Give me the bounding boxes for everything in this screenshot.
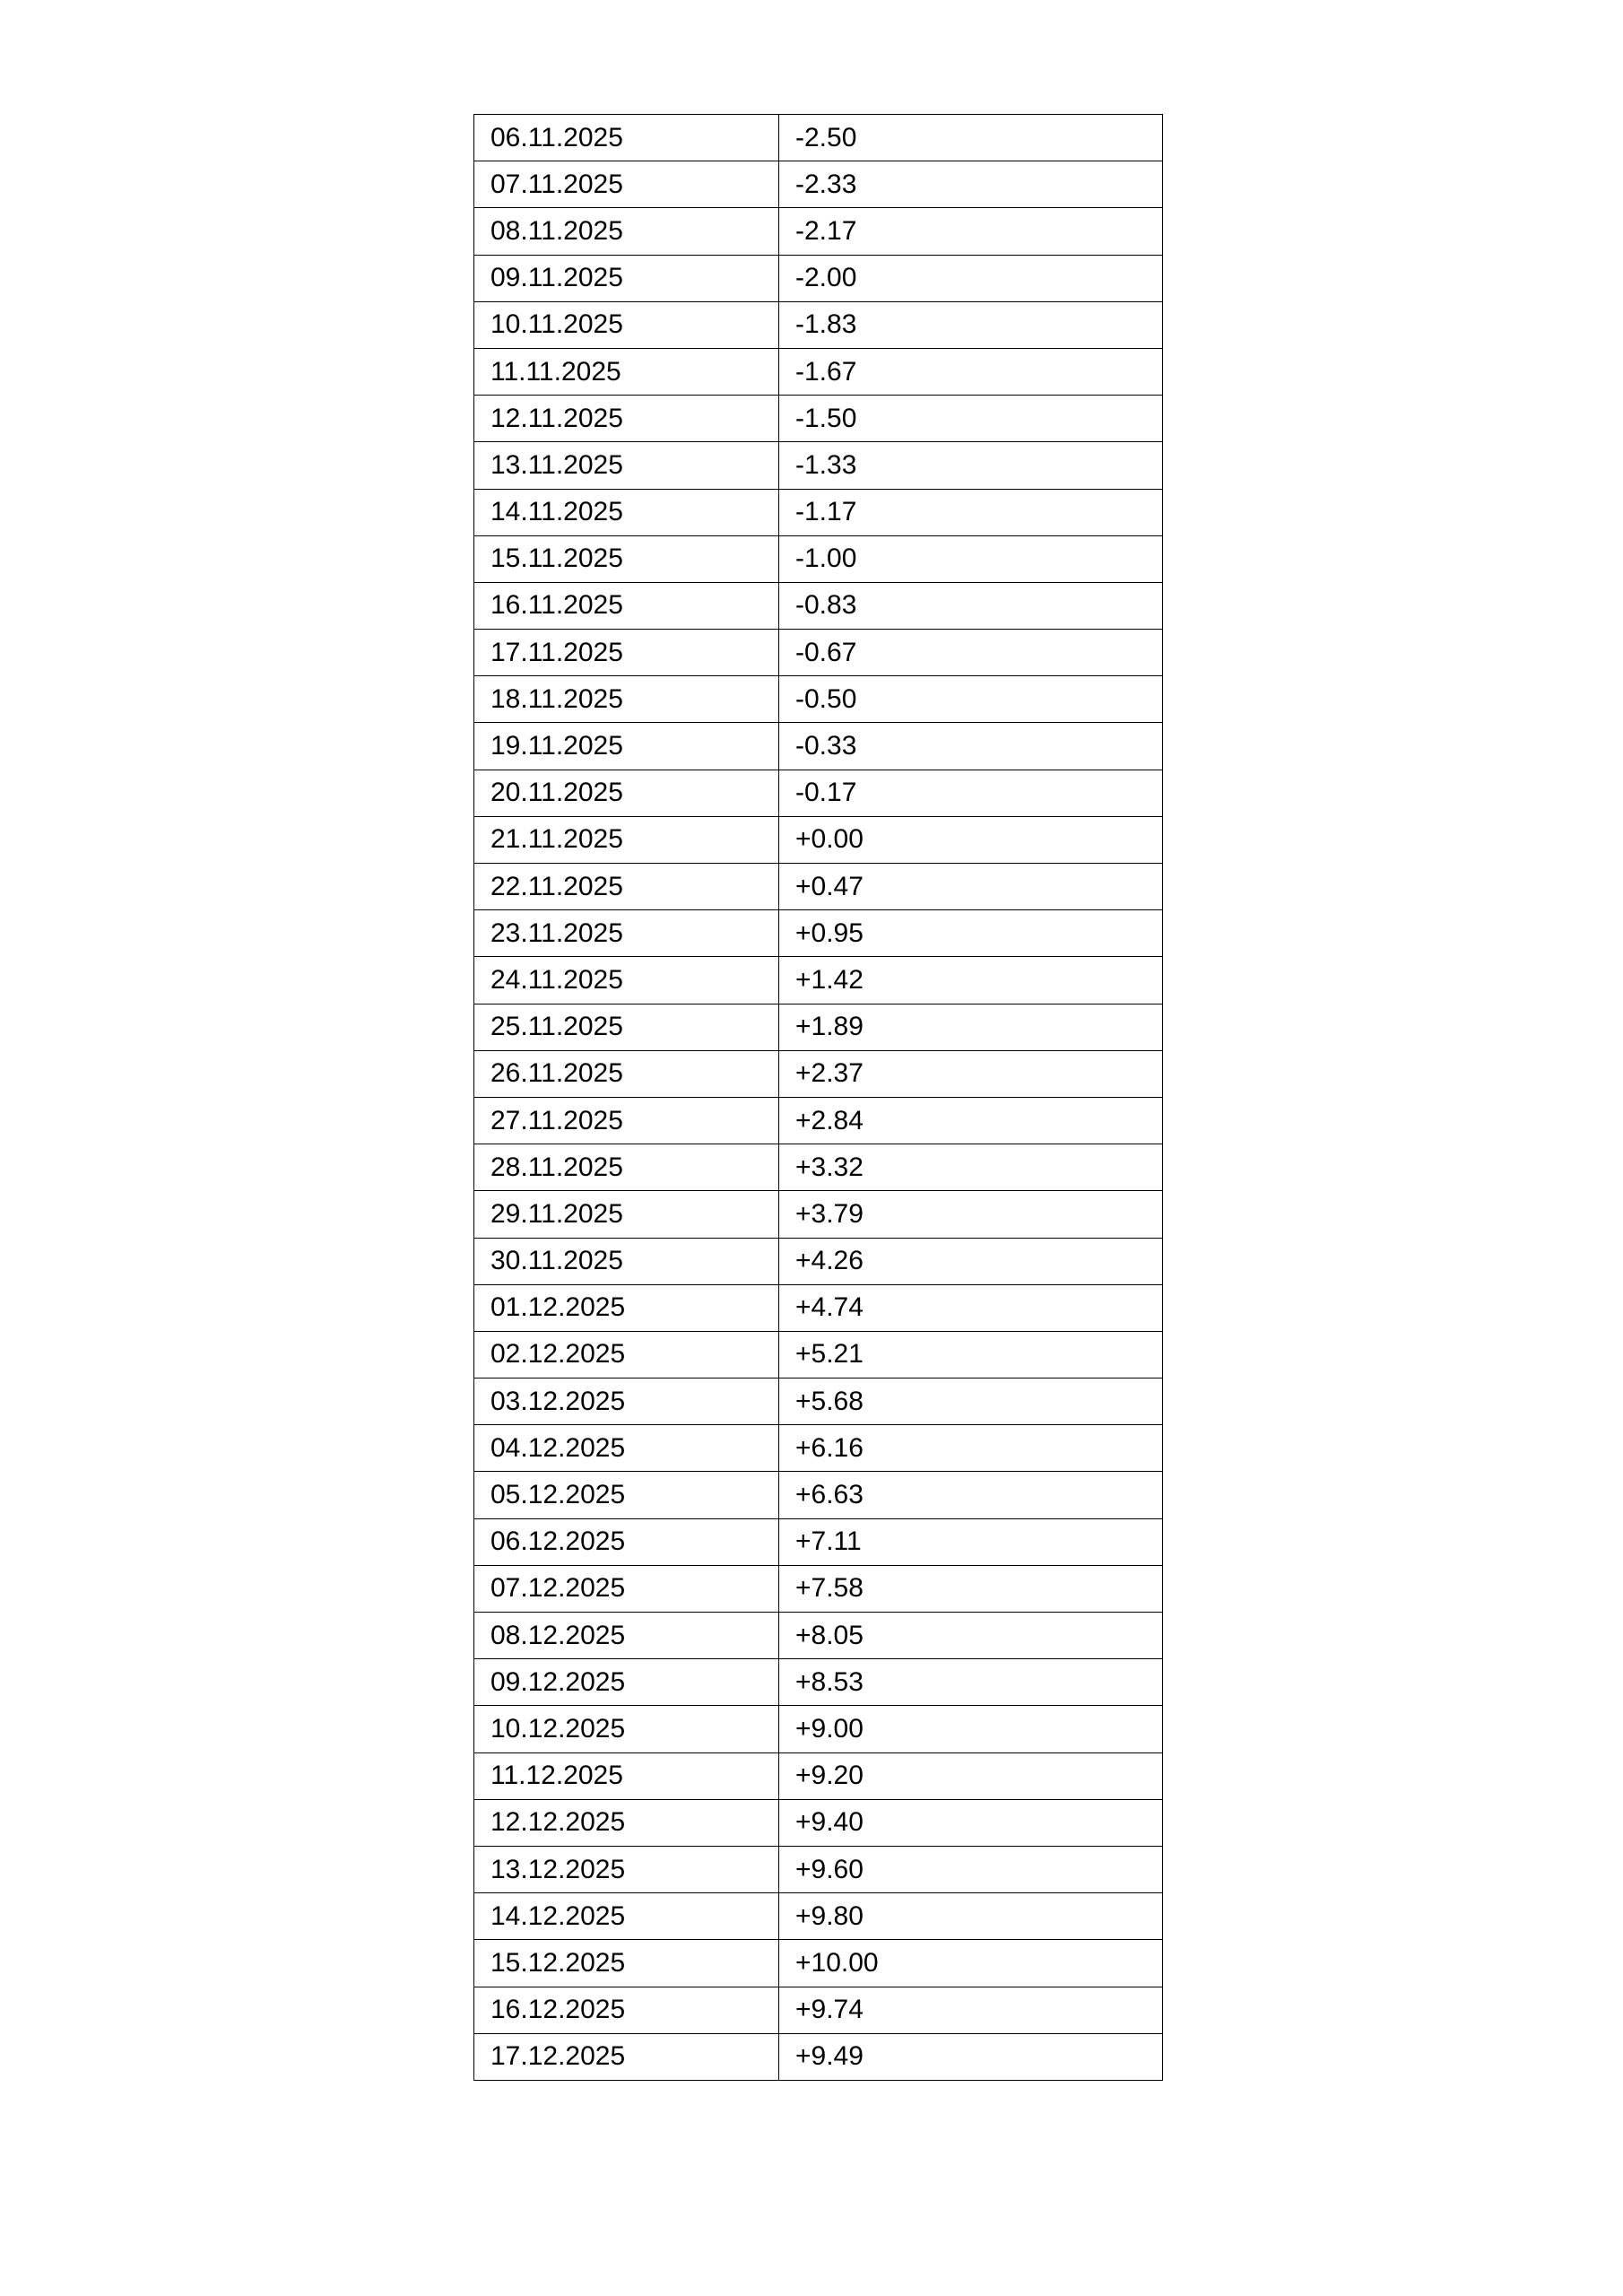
value-cell: -1.50 [779, 396, 1163, 442]
value-cell: +5.21 [779, 1331, 1163, 1378]
data-table [473, 114, 1163, 2081]
value-cell: +9.40 [779, 1799, 1163, 1846]
value-cell: +9.20 [779, 1752, 1163, 1799]
table-row [474, 770, 1163, 816]
value-cell: +5.68 [779, 1378, 1163, 1425]
value-cell: +9.60 [779, 1846, 1163, 1892]
date-cell: 14.12.2025 [474, 1893, 779, 1940]
date-cell: 07.11.2025 [474, 161, 779, 208]
table-row [474, 1331, 1163, 1378]
table-row [474, 1191, 1163, 1238]
table-row [474, 1050, 1163, 1097]
table-row [474, 301, 1163, 348]
date-cell: 01.12.2025 [474, 1284, 779, 1331]
value-cell: -1.83 [779, 301, 1163, 348]
date-cell: 24.11.2025 [474, 957, 779, 1004]
table-row [474, 910, 1163, 957]
table-row [474, 348, 1163, 395]
table-row [474, 676, 1163, 723]
table-row [474, 630, 1163, 676]
value-cell: +1.89 [779, 1004, 1163, 1050]
value-cell: +9.00 [779, 1706, 1163, 1752]
value-cell: +8.05 [779, 1613, 1163, 1659]
date-cell: 19.11.2025 [474, 723, 779, 770]
date-cell: 23.11.2025 [474, 910, 779, 957]
table-row [474, 255, 1163, 301]
date-cell: 09.11.2025 [474, 255, 779, 301]
table-row [474, 1613, 1163, 1659]
value-cell: -0.33 [779, 723, 1163, 770]
date-cell: 14.11.2025 [474, 489, 779, 535]
date-cell: 02.12.2025 [474, 1331, 779, 1378]
date-cell: 15.12.2025 [474, 1940, 779, 1987]
value-cell: +10.00 [779, 1940, 1163, 1987]
value-cell: -0.83 [779, 582, 1163, 629]
value-cell: +1.42 [779, 957, 1163, 1004]
value-cell: -1.00 [779, 535, 1163, 582]
value-cell: +0.47 [779, 864, 1163, 910]
value-cell: +9.80 [779, 1893, 1163, 1940]
value-cell: -2.17 [779, 208, 1163, 255]
table-row [474, 208, 1163, 255]
date-cell: 20.11.2025 [474, 770, 779, 816]
date-cell: 06.11.2025 [474, 115, 779, 161]
date-cell: 26.11.2025 [474, 1050, 779, 1097]
value-cell: -0.50 [779, 676, 1163, 723]
date-cell: 09.12.2025 [474, 1659, 779, 1706]
date-cell: 13.11.2025 [474, 442, 779, 489]
value-cell: -0.17 [779, 770, 1163, 816]
value-cell: +6.16 [779, 1425, 1163, 1472]
date-cell: 12.12.2025 [474, 1799, 779, 1846]
table-row [474, 1893, 1163, 1940]
value-cell: -2.50 [779, 115, 1163, 161]
table-row [474, 489, 1163, 535]
value-cell: +6.63 [779, 1472, 1163, 1518]
table-row [474, 864, 1163, 910]
table-row [474, 1238, 1163, 1284]
table-row [474, 161, 1163, 208]
date-cell: 15.11.2025 [474, 535, 779, 582]
value-cell: +9.74 [779, 1987, 1163, 2033]
table-row [474, 1706, 1163, 1752]
date-cell: 16.12.2025 [474, 1987, 779, 2033]
table-row [474, 1518, 1163, 1565]
value-cell: +2.37 [779, 1050, 1163, 1097]
table-row [474, 1799, 1163, 1846]
table-row [474, 1565, 1163, 1612]
value-cell: +9.49 [779, 2033, 1163, 2080]
date-cell: 27.11.2025 [474, 1097, 779, 1144]
table-row [474, 1472, 1163, 1518]
date-cell: 11.11.2025 [474, 348, 779, 395]
date-cell: 30.11.2025 [474, 1238, 779, 1284]
table-row [474, 1284, 1163, 1331]
date-cell: 25.11.2025 [474, 1004, 779, 1050]
table-row [474, 1940, 1163, 1987]
date-cell: 11.12.2025 [474, 1752, 779, 1799]
date-cell: 12.11.2025 [474, 396, 779, 442]
value-cell: -2.33 [779, 161, 1163, 208]
table-row [474, 723, 1163, 770]
value-cell: +7.58 [779, 1565, 1163, 1612]
date-cell: 28.11.2025 [474, 1144, 779, 1191]
date-cell: 16.11.2025 [474, 582, 779, 629]
value-cell: +2.84 [779, 1097, 1163, 1144]
date-cell: 07.12.2025 [474, 1565, 779, 1612]
table-row [474, 535, 1163, 582]
table-row [474, 816, 1163, 863]
date-cell: 18.11.2025 [474, 676, 779, 723]
date-cell: 13.12.2025 [474, 1846, 779, 1892]
value-cell: +4.26 [779, 1238, 1163, 1284]
value-cell: -2.00 [779, 255, 1163, 301]
value-cell: +3.79 [779, 1191, 1163, 1238]
table-row [474, 1425, 1163, 1472]
table-body [474, 115, 1163, 2081]
table-row [474, 1004, 1163, 1050]
value-cell: +0.00 [779, 816, 1163, 863]
date-cell: 21.11.2025 [474, 816, 779, 863]
date-cell: 05.12.2025 [474, 1472, 779, 1518]
table-row [474, 1752, 1163, 1799]
value-cell: -1.17 [779, 489, 1163, 535]
date-cell: 10.11.2025 [474, 301, 779, 348]
date-cell: 17.11.2025 [474, 630, 779, 676]
value-cell: +0.95 [779, 910, 1163, 957]
table-row [474, 1659, 1163, 1706]
table-row [474, 1846, 1163, 1892]
date-cell: 08.12.2025 [474, 1613, 779, 1659]
value-cell: -1.67 [779, 348, 1163, 395]
table-row [474, 1987, 1163, 2033]
value-cell: +3.32 [779, 1144, 1163, 1191]
table-row [474, 442, 1163, 489]
date-cell: 06.12.2025 [474, 1518, 779, 1565]
table-row [474, 396, 1163, 442]
table-row [474, 582, 1163, 629]
date-cell: 22.11.2025 [474, 864, 779, 910]
date-cell: 08.11.2025 [474, 208, 779, 255]
value-cell: -1.33 [779, 442, 1163, 489]
date-cell: 04.12.2025 [474, 1425, 779, 1472]
table-row [474, 115, 1163, 161]
table-row [474, 2033, 1163, 2080]
date-cell: 17.12.2025 [474, 2033, 779, 2080]
table-row [474, 957, 1163, 1004]
date-cell: 10.12.2025 [474, 1706, 779, 1752]
table-row [474, 1144, 1163, 1191]
date-cell: 29.11.2025 [474, 1191, 779, 1238]
value-cell: +8.53 [779, 1659, 1163, 1706]
value-cell: +7.11 [779, 1518, 1163, 1565]
date-cell: 03.12.2025 [474, 1378, 779, 1425]
value-cell: -0.67 [779, 630, 1163, 676]
table-row [474, 1097, 1163, 1144]
table-row [474, 1378, 1163, 1425]
value-cell: +4.74 [779, 1284, 1163, 1331]
